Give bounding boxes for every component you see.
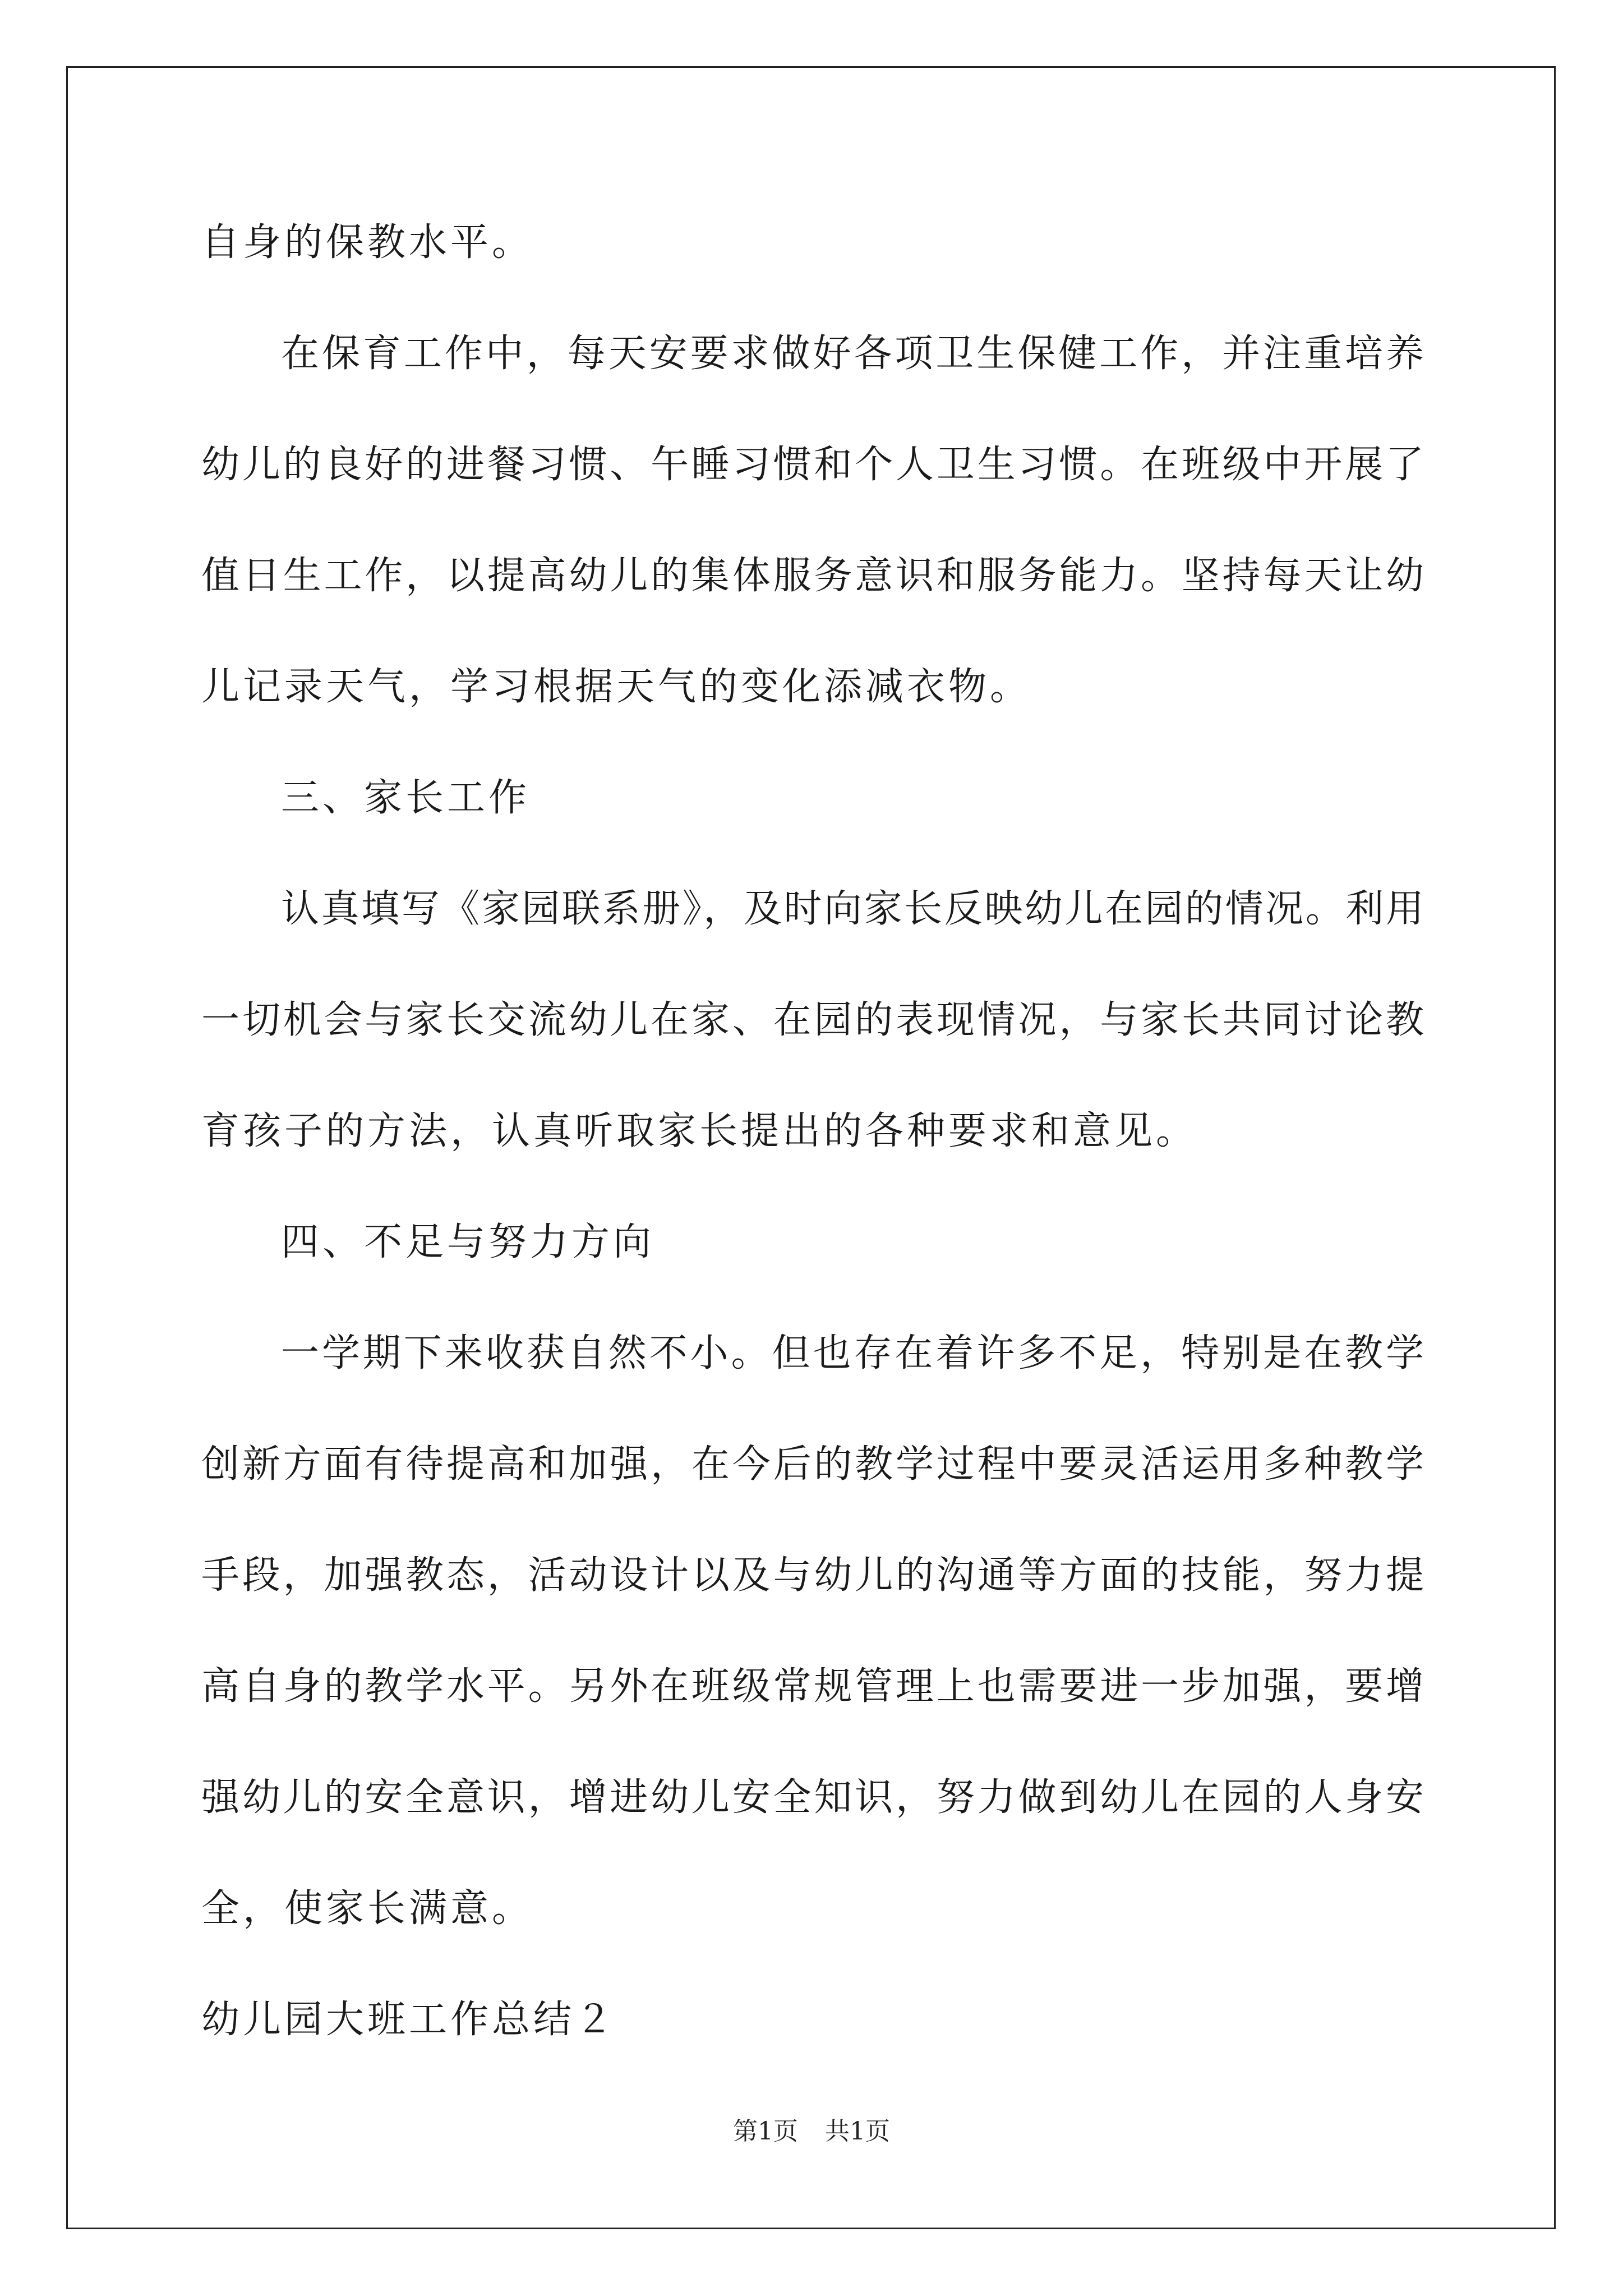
text-line: 育孩子的方法，认真听取家长提出的各种要求和意见。 bbox=[201, 1109, 1198, 1153]
text-line: 全，使家长满意。 bbox=[201, 1887, 534, 1931]
page-number: 第1页 bbox=[733, 2117, 798, 2146]
text-line: 自身的保教水平。 bbox=[201, 220, 534, 265]
page-total: 共1页 bbox=[825, 2117, 890, 2146]
document-title: 幼儿园大班工作总结２ bbox=[201, 1998, 617, 2042]
text-line: 手段，加强教态，活动设计以及与幼儿的沟通等方面的技能，努力提 bbox=[201, 1553, 1424, 1598]
page-footer bbox=[0, 2115, 1623, 2148]
section-heading: 四、不足与努力方向 bbox=[281, 1220, 655, 1264]
paragraph-start-line: 认真填写《家园联系册》，及时向家长反映幼儿在园的情况。利用 bbox=[281, 887, 1424, 931]
text-line: 值日生工作，以提高幼儿的集体服务意识和服务能力。坚持每天让幼 bbox=[201, 554, 1424, 598]
text-line: 高自身的教学水平。另外在班级常规管理上也需要进一步加强，要增 bbox=[201, 1664, 1424, 1709]
paragraph-start-line: 一学期下来收获自然不小。但也存在着许多不足，特别是在教学 bbox=[281, 1331, 1424, 1375]
paragraph-start-line: 在保育工作中，每天安要求做好各项卫生保健工作，并注重培养 bbox=[281, 332, 1424, 376]
text-line: 儿记录天气，学习根据天气的变化添减衣物。 bbox=[201, 665, 1032, 709]
section-heading: 三、家长工作 bbox=[281, 776, 531, 820]
text-line: 一切机会与家长交流幼儿在家、在园的表现情况，与家长共同讨论教 bbox=[201, 998, 1424, 1042]
text-line: 强幼儿的安全意识，增进幼儿安全知识，努力做到幼儿在园的人身安 bbox=[201, 1775, 1424, 1820]
text-line: 创新方面有待提高和加强，在今后的教学过程中要灵活运用多种教学 bbox=[201, 1442, 1424, 1487]
text-line: 幼儿的良好的进餐习惯、午睡习惯和个人卫生习惯。在班级中开展了 bbox=[201, 443, 1424, 487]
